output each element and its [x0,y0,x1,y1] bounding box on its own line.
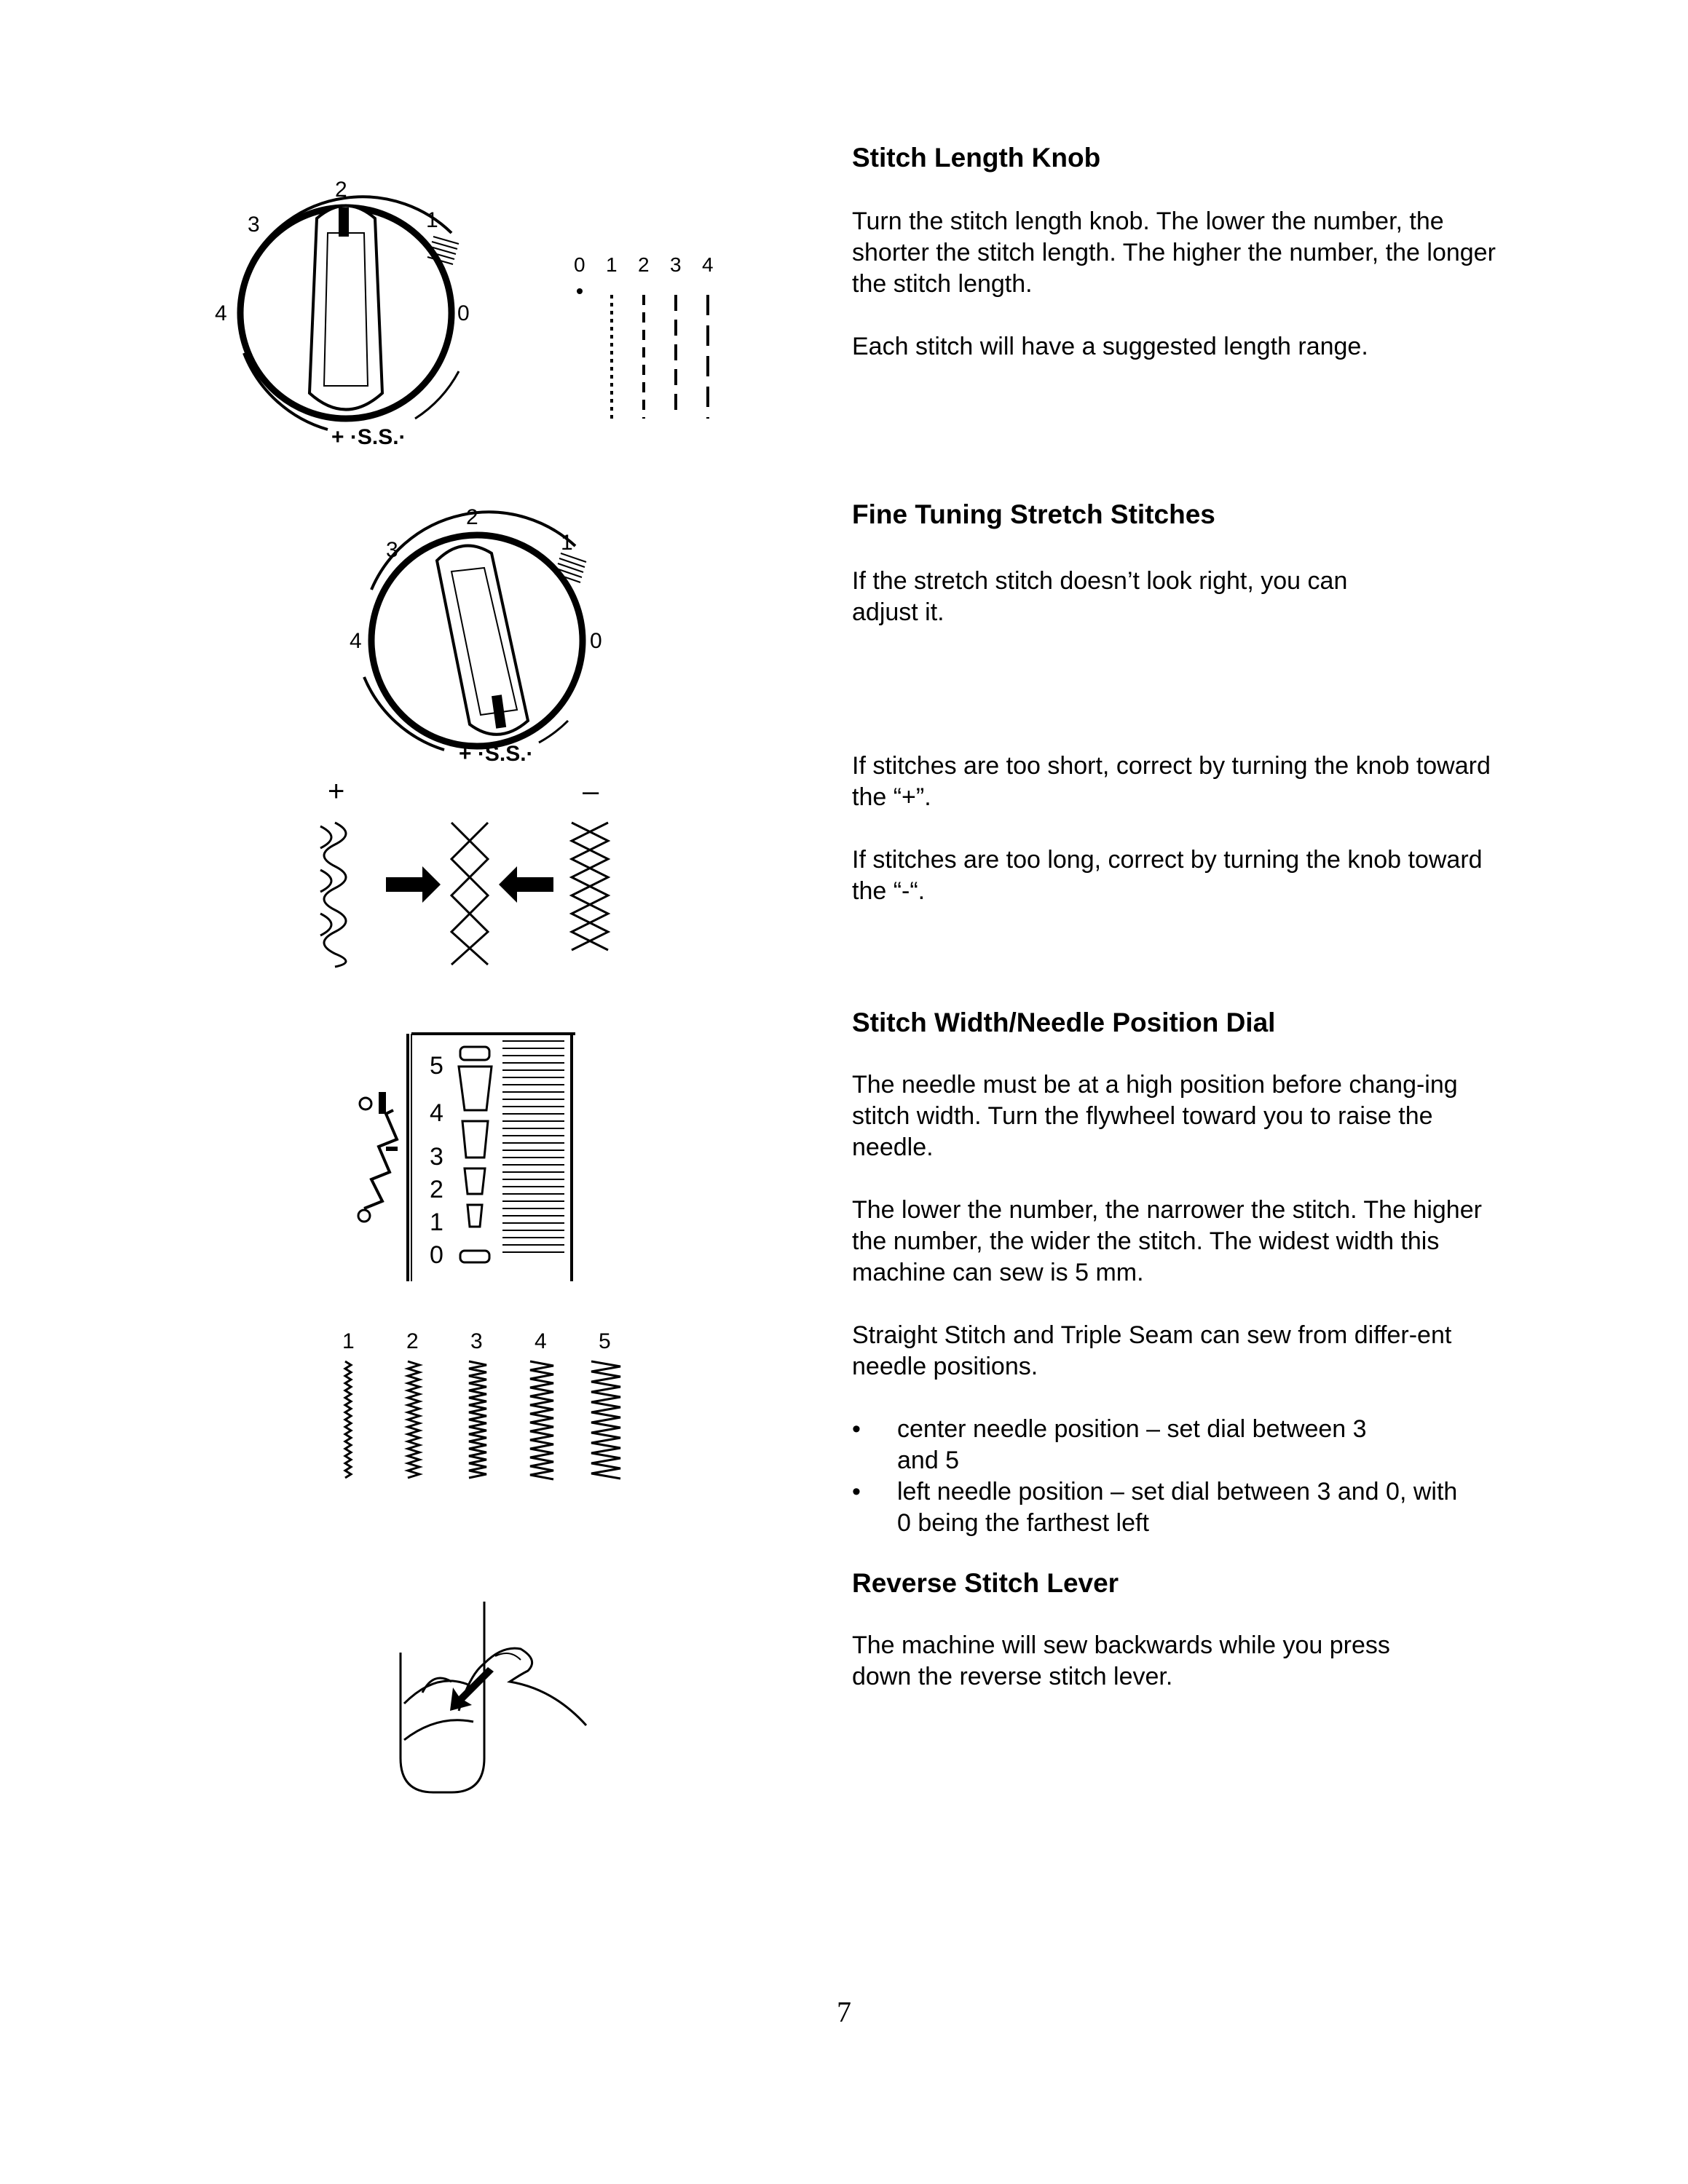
width-sample-label-2: 2 [406,1329,419,1353]
width-sample-2 [408,1361,419,1478]
width-sample-label-4: 4 [535,1329,547,1353]
knob-label-4: 4 [215,301,227,325]
press-down-arrow-icon [450,1667,494,1711]
correct-stitch [451,823,488,965]
dial-ridges [502,1041,564,1252]
knob-pointer [339,207,349,237]
bullet-center-position: center needle position – set dial between 3 and 5 [897,1415,1367,1474]
width-dial-5: 5 [430,1052,443,1080]
stitch-length-section [852,142,1507,363]
length-scale-0: 0 [574,253,585,276]
fine-knob-label-0: 0 [590,629,602,653]
reverse-stitch-section [852,1567,1507,1693]
stitch-length-p1: Turn the stitch length knob. The lower the number, the shorter the stitch length. The higher the number, the longer the stitch length. [852,207,1496,298]
knob-label-1: 1 [426,208,438,232]
stitch-width-p2: The lower the number, the narrower the stitch. The higher the number, the wider the stitch. The widest width this machine can sew is 5 mm. [852,1196,1482,1286]
list-item: • center needle position – set dial between 3 and 5 [852,1414,1507,1476]
fine-tuning-section [852,499,1507,907]
fine-knob-label-ss: + ·S.S.· [459,742,534,766]
width-dial-3: 3 [430,1143,443,1171]
stitch-width-samples-figure [335,1325,641,1492]
width-dial-2: 2 [430,1176,443,1203]
knob-label-3: 3 [248,213,260,237]
knob-label-ss: + ·S.S.· [331,425,406,449]
width-sample-1 [345,1361,351,1478]
length-scale-4: 4 [702,253,714,276]
width-sample-4 [530,1361,553,1479]
stitch-width-title: Stitch Width/Needle Position Dial [852,1008,1276,1037]
width-dial-1: 1 [430,1208,443,1236]
page-number: 7 [837,1995,851,2028]
width-sample-label-3: 3 [470,1329,483,1353]
knob-label-2: 2 [335,178,347,202]
stitch-width-dial-figure [342,1019,590,1289]
stretch-stitch-patterns-figure [313,772,634,968]
arrow-left-icon [499,866,553,903]
reverse-stitch-title: Reverse Stitch Lever [852,1568,1119,1598]
tuning-plus-sign: + [328,775,345,807]
width-sample-5 [591,1361,620,1479]
list-item: • left needle position – set dial between 3 and 0, with 0 being the farthest left [852,1476,1507,1539]
fine-tuning-p1: If the stretch stitch doesn’t look right, you can adjust it. [852,567,1348,626]
length-scale-2: 2 [638,253,650,276]
width-sample-label-5: 5 [599,1329,611,1353]
fine-knob-label-2: 2 [466,505,478,529]
bullet-left-position: left needle position – set dial between 3 and 0, with 0 being the farthest left [897,1478,1458,1537]
fine-knob-label-3: 3 [386,538,398,562]
tuning-minus-sign: – [583,775,599,807]
fine-knob-label-4: 4 [350,629,362,653]
stitch-width-section [852,1007,1507,1539]
width-sample-3 [469,1361,486,1478]
stitch-length-knob-figure [211,175,517,451]
arrow-right-icon [386,866,441,903]
length-scale-3: 3 [670,253,682,276]
stitch-length-title: Stitch Length Knob [852,143,1101,173]
stitch-length-scale-figure [568,251,728,426]
width-dial-0: 0 [430,1241,443,1269]
fine-tuning-p3: If stitches are too long, correct by turning the knob toward the “-“. [852,846,1483,905]
needle-position-list [852,1414,1507,1539]
reverse-lever-figure [393,1602,612,1798]
length-scale-1: 1 [606,253,618,276]
fine-knob-label-1: 1 [561,531,573,555]
stitch-width-p3: Straight Stitch and Triple Seam can sew from differ-ent needle positions. [852,1321,1452,1380]
stitch-length-p2: Each stitch will have a suggested length range. [852,333,1368,360]
zigzag-symbol [364,1110,397,1208]
fine-tuning-knob-figure [342,502,634,779]
reverse-stitch-p1: The machine will sew backwards while you press down the reverse stitch lever. [852,1631,1390,1690]
fine-tuning-title: Fine Tuning Stretch Stitches [852,499,1215,529]
too-long-stitch [572,823,608,950]
fine-tuning-p2: If stitches are too short, correct by turning the knob toward the “+”. [852,752,1491,811]
width-dial-4: 4 [430,1099,443,1127]
knob-label-0: 0 [457,301,470,325]
width-sample-label-1: 1 [342,1329,355,1353]
stitch-width-p1: The needle must be at a high position before chang-ing stitch width. Turn the flywheel toward you to raise the needle. [852,1071,1458,1161]
